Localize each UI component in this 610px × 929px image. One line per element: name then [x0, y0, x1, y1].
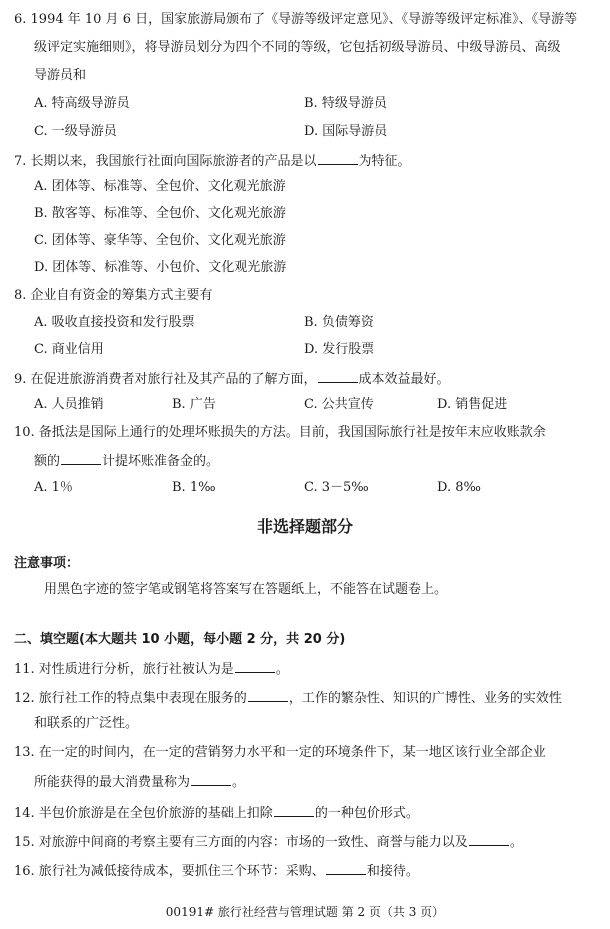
q14: [14, 804, 419, 822]
q9-blank: [318, 370, 358, 383]
page-footer: 00191# 旅行社经营与管理试题 第 2 页（共 3 页）: [165, 905, 445, 919]
q14-pre: 14. 半包价旅游是在全包价旅游的基础上扣除: [14, 806, 273, 821]
notice-body: 用黑色字迹的签字笔或钢笔将答案写在答题纸上，不能答在试题卷上。: [44, 582, 448, 597]
q11-blank: [235, 660, 275, 673]
q6-option-b: B. 特级导游员: [304, 96, 387, 111]
q6-option-c: C. 一级导游员: [34, 124, 117, 139]
q12-blank: [248, 689, 288, 702]
q10-option-d: D. 8‰: [437, 480, 481, 495]
q12-line1: [14, 689, 562, 707]
q10-option-a: A. 1％: [34, 480, 73, 495]
q7-option-c: C. 团体等、豪华等、全包价、文化观光旅游: [34, 233, 286, 248]
q10-line2-post: 计提坏账准备金的。: [102, 454, 220, 469]
q10-line2: [34, 452, 219, 470]
q11: [14, 660, 289, 678]
q9-option-d: D. 销售促进: [437, 397, 508, 412]
q7-option-b: B. 散客等、标准等、全包价、文化观光旅游: [34, 206, 286, 221]
q9-option-c: C. 公共宣传: [304, 397, 374, 412]
notice-title: 注意事项：: [14, 556, 80, 571]
q12-pre: 12. 旅行社工作的特点集中表现在服务的: [14, 691, 247, 706]
q9-stem-post: 成本效益最好。: [358, 372, 450, 387]
q13-blank: [191, 773, 231, 786]
q13-line2-post: 。: [232, 775, 246, 790]
q6-line2: 级评定实施细则》，将导游员划分为四个不同的等级，它包括初级导游员、中级导游员、高级: [34, 40, 561, 55]
q14-post: 的一种包价形式。: [314, 806, 419, 821]
q10-blank: [61, 452, 101, 465]
q6-line3: 导游员和: [34, 68, 87, 83]
q15: [14, 833, 523, 851]
q16-post: 和接待。: [366, 864, 419, 879]
q8-option-b: B. 负债筹资: [304, 315, 374, 330]
q7-blank: [318, 152, 358, 165]
q13-line2-pre: 所能获得的最大消费量称为: [34, 775, 191, 790]
q7-stem-pre: 7. 长期以来，我国旅行社面向国际旅游者的产品是以: [14, 154, 317, 169]
q13-line2: [34, 773, 245, 791]
q6-line1: 6. 1994 年 10 月 6 日，国家旅游局颁布了《导游等级评定意见》、《导游等级评定标准》、《导游等: [14, 12, 578, 27]
q9-stem: [14, 370, 450, 388]
q6-option-d: D. 国际导游员: [304, 124, 388, 139]
q6-option-a: A. 特高级导游员: [34, 96, 130, 111]
q10-option-b: B. 1‰: [172, 480, 216, 495]
q16-pre: 16. 旅行社为减低接待成本，要抓住三个环节：采购、: [14, 864, 325, 879]
q9-stem-pre: 9. 在促进旅游消费者对旅行社及其产品的了解方面，: [14, 372, 317, 387]
q11-post: 。: [275, 662, 289, 677]
q8-option-c: C. 商业信用: [34, 342, 104, 357]
part2-title: 二、填空题(本大题共 10 小题，每小题 2 分，共 20 分): [14, 632, 346, 647]
q15-post: 。: [509, 835, 523, 850]
q10-option-c: C. 3－5‰: [304, 480, 369, 495]
q10-line2-pre: 额的: [34, 454, 61, 469]
q12-line2: 和联系的广泛性。: [34, 716, 139, 731]
q8-stem: 8. 企业自有资金的筹集方式主要有: [14, 288, 213, 303]
section-title: 非选择题部分: [256, 517, 353, 536]
q7-stem: [14, 152, 411, 170]
q7-option-a: A. 团体等、标准等、全包价、文化观光旅游: [34, 179, 286, 194]
q9-option-b: B. 广告: [172, 397, 216, 412]
q16-blank: [326, 862, 366, 875]
q9-option-a: A. 人员推销: [34, 397, 104, 412]
q15-pre: 15. 对旅游中间商的考察主要有三方面的内容：市场的一致性、商誉与能力以及: [14, 835, 468, 850]
q16: [14, 862, 419, 880]
q11-pre: 11. 对性质进行分析，旅行社被认为是: [14, 662, 234, 677]
q10-line1: 10. 备抵法是国际上通行的处理坏账损失的方法。目前，我国国际旅行社是按年末应收账款余: [14, 425, 546, 440]
q12-post: ，工作的繁杂性、知识的广博性、业务的实效性: [288, 691, 562, 706]
q8-option-d: D. 发行股票: [304, 342, 375, 357]
q7-stem-post: 为特征。: [358, 154, 411, 169]
q7-option-d: D. 团体等、标准等、小包价、文化观光旅游: [34, 260, 287, 275]
q13-line1: 13. 在一定的时间内，在一定的营销努力水平和一定的环境条件下，某一地区该行业全部企业: [14, 745, 546, 760]
q8-option-a: A. 吸收直接投资和发行股票: [34, 315, 195, 330]
q14-blank: [274, 804, 314, 817]
q15-blank: [469, 833, 509, 846]
